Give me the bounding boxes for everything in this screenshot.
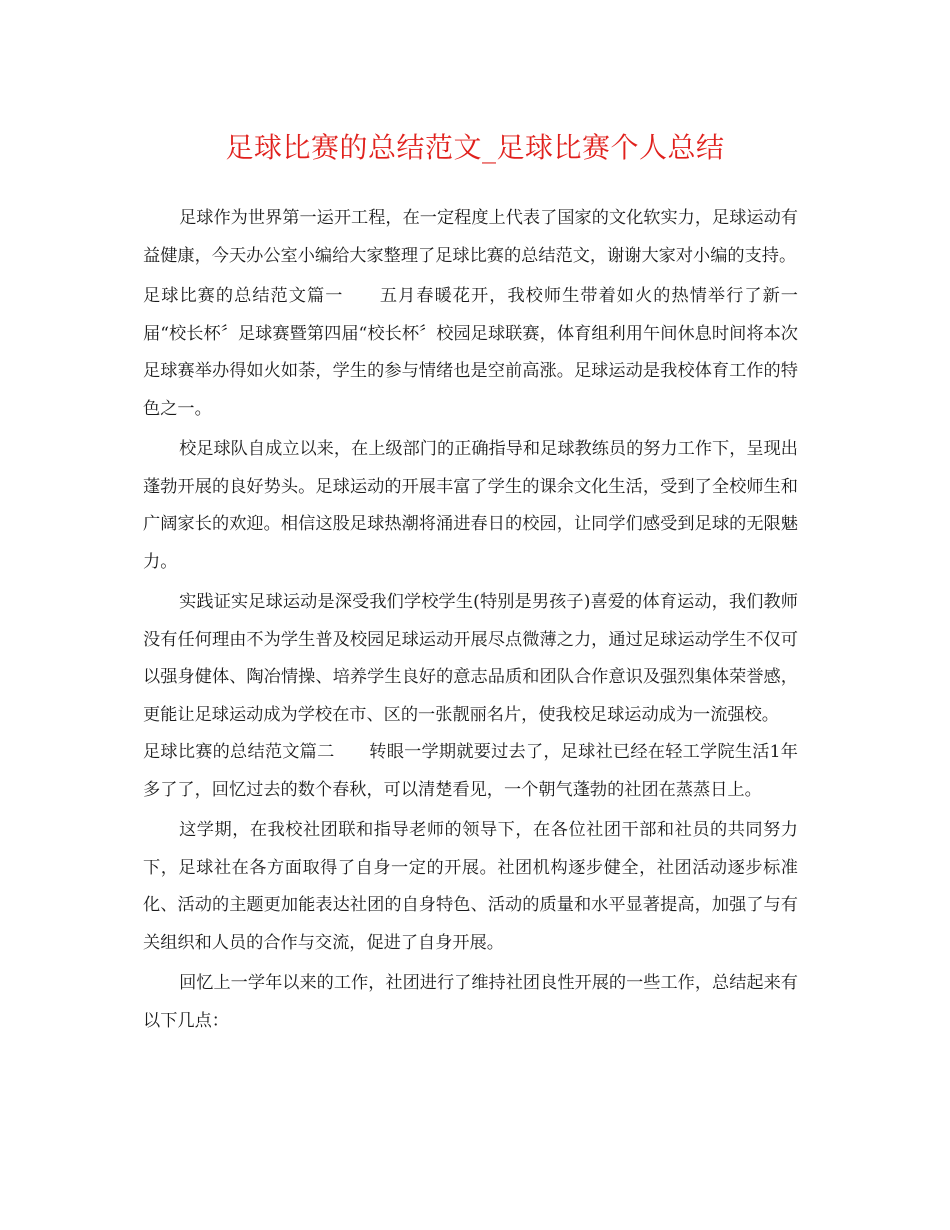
paragraph-semester: 这学期，在我校社团联和指导老师的领导下，在各位社团干部和社员的共同努力下，足球社在各方面取得了自身一定的开展。社团机构逐步健全，社团活动逐步标准化、活动的主题更加能表达社团的自身特色、活动的质量和水平显著提高，加强了与有关组织和人员的合作与交流，促进了自身开展。 (143, 820, 798, 953)
paragraph-practice: 实践证实足球运动是深受我们学校学生(特别是男孩子)喜爱的体育运动，我们教师没有任何理由不为学生普及校园足球运动开展尽点微薄之力，通过足球运动学生不仅可以强身健体、陶冶情操、培养学生良好的意志品质和团队合作意识及强烈集体荣誉感，更能让足球运动成为学校在市、区的一张靓丽名片，使我校足球运动成为一流强校。 (143, 592, 798, 725)
document-title: 足球比赛的总结范文_足球比赛个人总结 (225, 131, 725, 164)
document-body (143, 200, 798, 1043)
paragraph-review: 回忆上一学年以来的工作，社团进行了维持社团良性开展的一些工作，总结起来有以下几点： (143, 973, 798, 1031)
paragraph-intro: 足球作为世界第一运开工程，在一定程度上代表了国家的文化软实力，足球运动有益健康，今天办公室小编给大家整理了足球比赛的总结范文，谢谢大家对小编的支持。 (143, 208, 798, 266)
paragraph-team-history: 校足球队自成立以来，在上级部门的正确指导和足球教练员的努力工作下，呈现出蓬勃开展的良好势头。足球运动的开展丰富了学生的课余文化生活，受到了全校师生和广阔家长的欢迎。相信这股足球热潮将涌进春日的校园，让同学们感受到足球的无限魅力。 (143, 439, 798, 572)
paragraph-essay-two: 足球比赛的总结范文篇二 转眼一学期就要过去了，足球社已经在轻工学院生活1年多了了，回忆过去的数个春秋，可以清楚看见，一个朝气蓬勃的社团在蒸蒸日上。 (143, 742, 798, 800)
paragraph-essay-one: 足球比赛的总结范文篇一 五月春暖花开，我校师生带着如火的热情举行了新一届“校长杯〞足球赛暨第四届“校长杯〞校园足球联赛，体育组利用午间休息时间将本次足球赛举办得如火如荼，学生的参与情绪也是空前高涨。足球运动是我校体育工作的特色之一。 (143, 286, 798, 419)
